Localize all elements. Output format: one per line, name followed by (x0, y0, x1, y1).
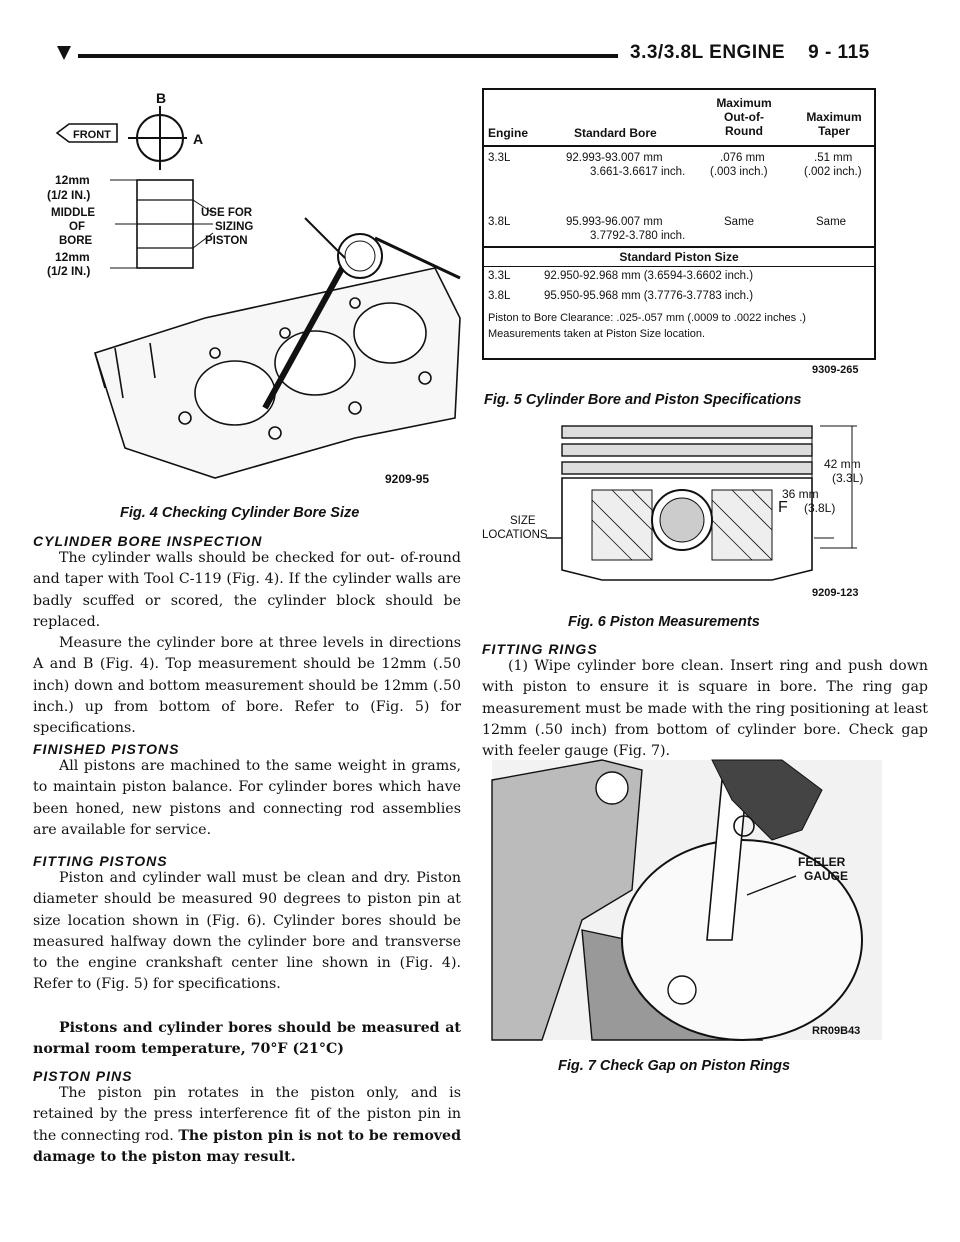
section-title-finished-pistons: FINISHED PISTONS (33, 741, 180, 757)
fig7-code: RR09B43 (812, 1025, 861, 1037)
fig4-label-a: A (193, 131, 204, 147)
finished-pistons-paragraph (33, 756, 461, 841)
fig4-label-use-2: SIZING (215, 221, 254, 233)
fig5-measured-note: Measurements taken at Piston Size location. (488, 328, 706, 340)
fig5-row1-oor-in: (.003 inch.) (710, 166, 768, 178)
fig5-mid-rule (484, 246, 874, 248)
bore-inspection-text-1: The cylinder walls should be checked for out- of-round and taper with Tool C-119 (Fig. 4). If the cylinder walls are badly scuffed or scored, the cylinder block should be replaced. (33, 550, 461, 630)
fitting-rings-text: (1) Wipe cylinder bore clean. Insert ring and push down with piston to ensure it is square in bore. The ring gap measurement must be made with the ring positioning at least 12mm (.50 inch) from bottom of cylinder bore. Check gap with feeler gauge (Fig. 7). (482, 658, 928, 760)
fitting-pistons-text-1: Piston and cylinder wall must be clean and dry. Piston diameter should be measured 90 degrees to piston pin at size location shown in (Fig. 6). Cylinder bores should be measured halfway down the cylinder bore and transverse to the engine crankshaft center line shown in (Fig. 4). Refer to (Fig. 5) for specifications. (33, 870, 461, 993)
fig4-label-use-1: USE FOR (201, 207, 253, 219)
fig7-feeler-gauge-illustration (482, 760, 882, 1045)
fig4-label-use-3: PISTON (205, 235, 248, 247)
fig5-piston-row2-size: 95.950-95.968 mm (3.7776-3.7783 inch.) (544, 290, 754, 302)
fig6-label-f: F (778, 499, 788, 516)
fig6-label-36mm-3-8l: (3.8L) (804, 501, 836, 515)
fig5-header-taper (796, 110, 872, 138)
fig5-header-oor-2: Out-of- (724, 110, 764, 124)
fig5-header-rule (484, 145, 874, 147)
fig6-label-size: SIZE (510, 515, 536, 527)
fig5-header-taper-2: Taper (818, 124, 850, 138)
fig4-label-middle-1: MIDDLE (51, 207, 96, 219)
fig4-label-middle-3: BORE (59, 235, 93, 247)
fig7-label-feeler: FEELER (798, 855, 846, 869)
fig4-label-bot-in: (1/2 IN.) (47, 264, 91, 278)
fig7-caption: Fig. 7 Check Gap on Piston Rings (558, 1058, 791, 1074)
bore-inspection-paragraph-2 (33, 633, 461, 739)
fig6-label-42mm: 42 mm (824, 457, 861, 471)
section-title-fitting-rings: FITTING RINGS (482, 641, 598, 657)
fig4-code: 9209-95 (385, 472, 430, 486)
fitting-pistons-bold-note: Pistons and cylinder bores should be measured at normal room temperature, 70°F (21°C) (33, 1020, 461, 1058)
finished-pistons-text: All pistons are machined to the same weight in grams, to maintain piston balance. For cylinder bores which have been honed, new pistons and connecting rod assemblies are available for service. (33, 758, 461, 838)
fig5-clearance: Piston to Bore Clearance: .025-.057 mm (.0009 to .0022 inches .) (488, 312, 806, 324)
fig4-caption: Fig. 4 Checking Cylinder Bore Size (120, 505, 360, 521)
fig5-code: 9309-265 (812, 364, 859, 376)
fig5-piston-rule (484, 266, 874, 267)
fig4-cylinder-bore-illustration (47, 88, 465, 498)
fig5-row2-bore-in: 3.7792-3.780 inch. (590, 230, 686, 242)
fig5-spec-table-box (482, 88, 876, 360)
fitting-pistons-paragraph-2 (33, 1018, 461, 1061)
fig5-piston-row1-size: 92.950-92.968 mm (3.6594-3.6602 inch.) (544, 270, 754, 282)
fig5-piston-row1-engine: 3.3L (488, 270, 511, 282)
header-rule (78, 54, 618, 58)
fig6-caption: Fig. 6 Piston Measurements (568, 614, 760, 630)
fig4-label-front: FRONT (73, 129, 111, 141)
fig5-caption: Fig. 5 Cylinder Bore and Piston Specifications (484, 392, 802, 408)
fig5-piston-row2-engine: 3.8L (488, 290, 511, 302)
fig6-label-locations: LOCATIONS (482, 529, 548, 541)
fig5-header-oor-3: Round (725, 124, 763, 138)
fig5-row1-bore-mm: 92.993-93.007 mm (566, 152, 663, 164)
fig6-code: 9209-123 (812, 587, 859, 599)
fig5-row2-taper-mm: Same (816, 216, 847, 228)
fig5-row2-engine: 3.8L (488, 216, 511, 228)
fig4-label-middle-2: OF (69, 221, 85, 233)
bore-inspection-text-2: Measure the cylinder bore at three levels in directions A and B (Fig. 4). Top measurement should be 12mm (.50 inch) down and bottom measurement should be 12mm (.50 inch.) up from bottom of bore. Refer to (Fig. 5) for specifications. (33, 635, 461, 737)
fig6-label-36mm: 36 mm (782, 487, 819, 501)
fitting-pistons-paragraph-1 (33, 868, 461, 996)
fig5-row1-bore-in: 3.661-3.6617 inch. (590, 166, 686, 178)
fig5-row1-oor-mm: .076 mm (720, 152, 765, 164)
fig5-row2-bore-mm: 95.993-96.007 mm (566, 216, 663, 228)
fig5-piston-heading: Standard Piston Size (619, 250, 739, 264)
piston-pins-bold-warning: The piston pin is not to be removed damage to the piston may result. (33, 1127, 461, 1165)
fig6-piston-illustration (482, 420, 882, 600)
fig5-header-engine: Engine (488, 126, 529, 140)
fig5-row1-taper-mm: .51 mm (814, 152, 853, 164)
fig5-header-oor-1: Maximum (716, 96, 772, 110)
fig5-row1-engine: 3.3L (488, 152, 511, 164)
fig4-label-top-in: (1/2 IN.) (47, 188, 91, 202)
fig5-row2-oor-mm: Same (724, 216, 755, 228)
fig4-label-bot-mm: 12mm (55, 250, 90, 264)
piston-pins-paragraph (33, 1083, 461, 1168)
bore-inspection-paragraph-1 (33, 548, 461, 633)
fig5-header-oor (706, 96, 782, 138)
fig4-label-top-mm: 12mm (55, 173, 90, 187)
section-title-piston-pins: PISTON PINS (33, 1068, 133, 1084)
fig6-label-42mm-3-3l: (3.3L) (832, 471, 864, 485)
piston-pins-text: The piston pin rotates in the piston only, and is retained by the press interference fit of the piston pin in the connecting rod. (33, 1085, 461, 1144)
fig5-header-taper-1: Maximum (806, 110, 862, 124)
fig5-header-std-bore: Standard Bore (574, 126, 657, 140)
fig7-label-gauge-text: GAUGE (804, 869, 849, 883)
section-title-fitting-pistons: FITTING PISTONS (33, 853, 168, 869)
page-header-title: 3.3/3.8L ENGINE 9 - 115 (630, 42, 870, 63)
section-title-bore-inspection: CYLINDER BORE INSPECTION (33, 533, 263, 549)
fig4-label-b: B (156, 90, 167, 106)
header-triangle-mark (57, 46, 71, 60)
fitting-rings-paragraph (482, 656, 928, 762)
fig5-row1-taper-in: (.002 inch.) (804, 166, 862, 178)
